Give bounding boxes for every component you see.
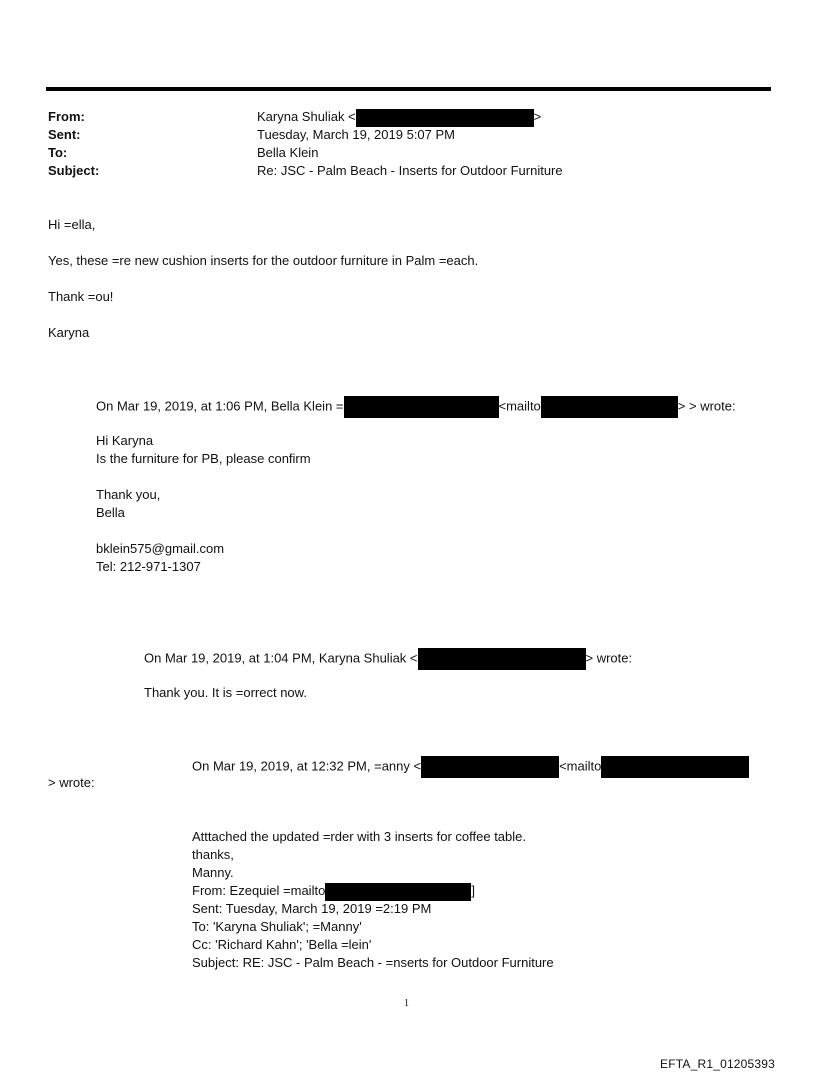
quote3-line: Atttached the updated =rder with 3 inserts for coffee table.	[192, 829, 526, 844]
from-label: From:	[48, 109, 85, 124]
body-thanks: Thank =ou!	[48, 289, 114, 304]
from-name: Karyna Shuliak <	[257, 109, 356, 124]
quote2-intro-start: On Mar 19, 2019, at 1:04 PM, Karyna Shuliak <	[144, 650, 418, 666]
quote1-line: Is the furniture for PB, please confirm	[96, 451, 311, 466]
quote1-intro	[96, 396, 736, 418]
redaction-bar	[325, 883, 471, 901]
redaction-bar	[541, 396, 678, 418]
quote3-intro-start: On Mar 19, 2019, at 12:32 PM, =anny <	[192, 758, 422, 774]
to-label: To:	[48, 145, 68, 160]
quote1-thanks: Thank you,	[96, 487, 161, 502]
quote3-wrap: > wrote:	[48, 775, 95, 790]
quote1-intro-end: > > wrote:	[677, 398, 736, 414]
redaction-bar	[356, 109, 534, 127]
quote3-mailto: <mailto	[559, 758, 602, 774]
header-rule	[46, 87, 771, 91]
quote1-mailto: <mailto	[498, 398, 541, 414]
greeting: Hi =ella,	[48, 217, 96, 232]
page-number: 1	[404, 998, 409, 1009]
quote3-line: thanks,	[192, 847, 234, 862]
quote3-from	[192, 882, 475, 901]
redaction-bar	[601, 756, 749, 778]
sent-label: Sent:	[48, 127, 81, 142]
subject-value: Re: JSC - Palm Beach - Inserts for Outdoor Furniture	[257, 163, 563, 178]
quote2-intro-end: > wrote:	[585, 650, 633, 666]
quote3-from-text: From: Ezequiel =mailto	[192, 883, 326, 898]
from-close: >	[533, 109, 542, 124]
redaction-bar	[344, 396, 499, 418]
quote1-intro-start: On Mar 19, 2019, at 1:06 PM, Bella Klein =	[96, 398, 344, 414]
subject-label: Subject:	[48, 163, 100, 178]
quote2-text: Thank you. It is =orrect now.	[144, 685, 307, 700]
quote1-tel: Tel: 212-971-1307	[96, 559, 201, 574]
to-value: Bella Klein	[257, 145, 319, 160]
quote3-to: To: 'Karyna Shuliak'; =Manny'	[192, 919, 362, 934]
from-value	[257, 108, 541, 127]
signature: Karyna	[48, 325, 90, 340]
sent-value: Tuesday, March 19, 2019 5:07 PM	[257, 127, 455, 142]
quote3-intro	[192, 756, 749, 778]
quote3-cc: Cc: 'Richard Kahn'; 'Bella =lein'	[192, 937, 372, 952]
quote1-name: Bella	[96, 505, 125, 520]
quote3-subject: Subject: RE: JSC - Palm Beach - =nserts for Outdoor Furniture	[192, 955, 554, 970]
quote1-email: bklein575@gmail.com	[96, 541, 225, 556]
bates-number: EFTA_R1_01205393	[660, 1057, 776, 1071]
quote3-sent: Sent: Tuesday, March 19, 2019 =2:19 PM	[192, 901, 432, 916]
body-line: Yes, these =re new cushion inserts for the outdoor furniture in Palm =each.	[48, 253, 479, 268]
redaction-bar	[421, 756, 559, 778]
redaction-bar	[418, 648, 586, 670]
quote2-intro	[144, 648, 632, 670]
quote3-from-end: ]	[471, 883, 475, 898]
quote1-line: Hi Karyna	[96, 433, 154, 448]
quote3-line: Manny.	[192, 865, 234, 880]
